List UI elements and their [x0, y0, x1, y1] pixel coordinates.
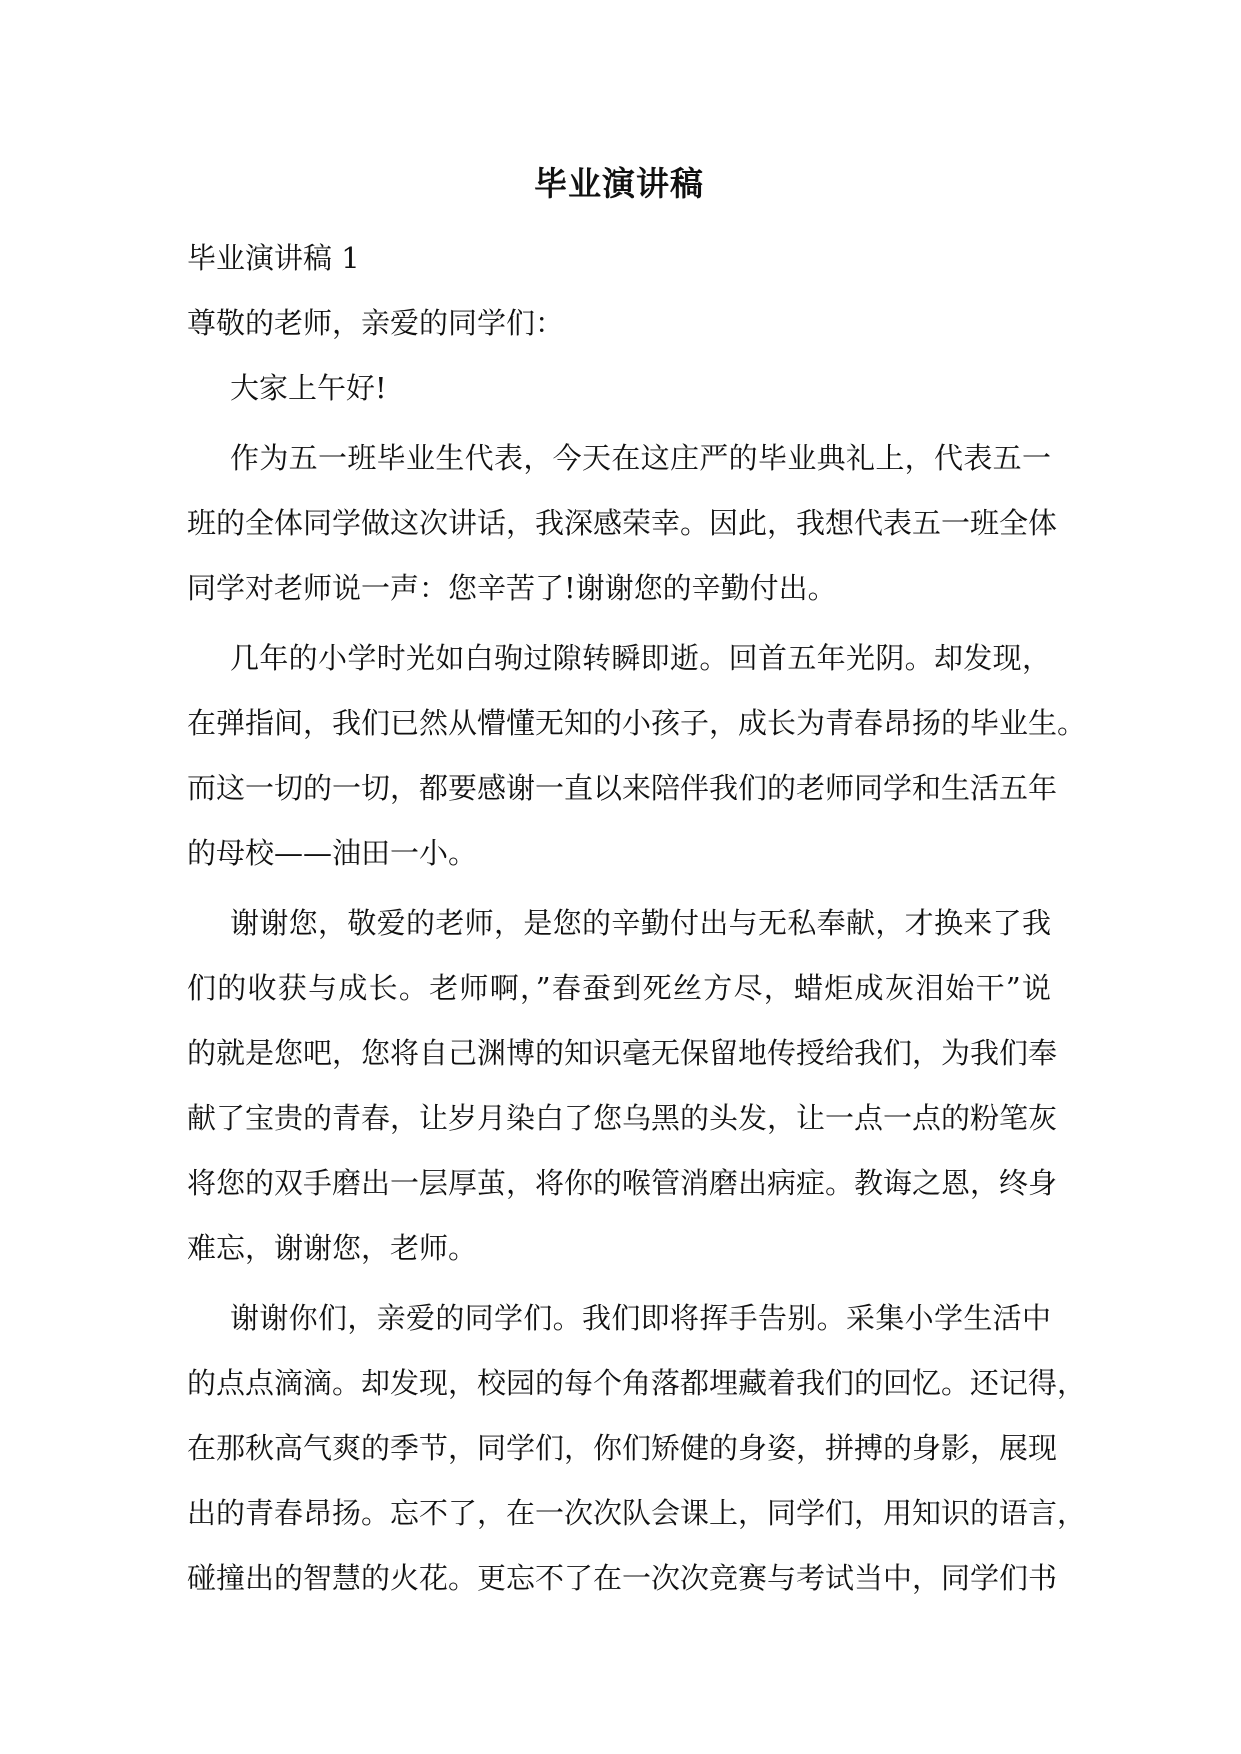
paragraph	[187, 1286, 1087, 1611]
paragraph	[187, 891, 1058, 1281]
paragraph-list	[187, 356, 1087, 1611]
paragraph-line: 献了宝贵的青春，让岁月染白了您乌黑的头发，让一点一点的粉笔灰	[187, 1101, 1058, 1135]
paragraph-line: 谢谢您，敬爱的老师，是您的辛勤付出与无私奉献，才换来了我	[230, 906, 1051, 940]
paragraph-line: 作为五一班毕业生代表，今天在这庄严的毕业典礼上，代表五一	[230, 441, 1051, 475]
paragraph-line: 的母校——油田一小。	[187, 836, 478, 870]
paragraph	[187, 626, 1087, 886]
paragraph-line: 们的收获与成长。老师啊，”春蚕到死丝方尽，蜡炬成灰泪始干”说	[187, 971, 1051, 1005]
paragraph	[187, 356, 1051, 421]
paragraph-line: 在弹指间，我们已然从懵懂无知的小孩子，成长为青春昂扬的毕业生。	[187, 706, 1087, 740]
paragraph-line: 在那秋高气爽的季节，同学们，你们矫健的身姿，拼搏的身影，展现	[187, 1431, 1058, 1465]
paragraph-line: 的点点滴滴。却发现，校园的每个角落都埋藏着我们的回忆。还记得，	[187, 1366, 1087, 1400]
paragraph-line: 同学对老师说一声：您辛苦了!谢谢您的辛勤付出。	[187, 571, 837, 605]
document-subtitle: 毕业演讲稿 1	[187, 241, 360, 275]
paragraph-line: 碰撞出的智慧的火花。更忘不了在一次次竞赛与考试当中，同学们书	[187, 1561, 1058, 1595]
paragraph-line: 几年的小学时光如白驹过隙转瞬即逝。回首五年光阴。却发现，	[230, 641, 1051, 675]
greeting: 尊敬的老师，亲爱的同学们：	[187, 306, 565, 340]
document-body	[187, 160, 1087, 1616]
paragraph-line: 班的全体同学做这次讲话，我深感荣幸。因此，我想代表五一班全体	[187, 506, 1058, 540]
paragraph-line: 谢谢你们，亲爱的同学们。我们即将挥手告别。采集小学生活中	[230, 1301, 1051, 1335]
document-title: 毕业演讲稿	[534, 164, 704, 203]
paragraph-line: 的就是您吧，您将自己渊博的知识毫无保留地传授给我们，为我们奉	[187, 1036, 1058, 1070]
paragraph-line: 难忘，谢谢您，老师。	[187, 1231, 478, 1265]
paragraph-line: 将您的双手磨出一层厚茧，将你的喉管消磨出病症。教诲之恩，终身	[187, 1166, 1058, 1200]
paragraph-line: 而这一切的一切，都要感谢一直以来陪伴我们的老师同学和生活五年	[187, 771, 1058, 805]
paragraph-line: 出的青春昂扬。忘不了，在一次次队会课上，同学们，用知识的语言，	[187, 1496, 1087, 1530]
paragraph	[187, 426, 1058, 621]
paragraph-line: 大家上午好!	[230, 371, 387, 405]
